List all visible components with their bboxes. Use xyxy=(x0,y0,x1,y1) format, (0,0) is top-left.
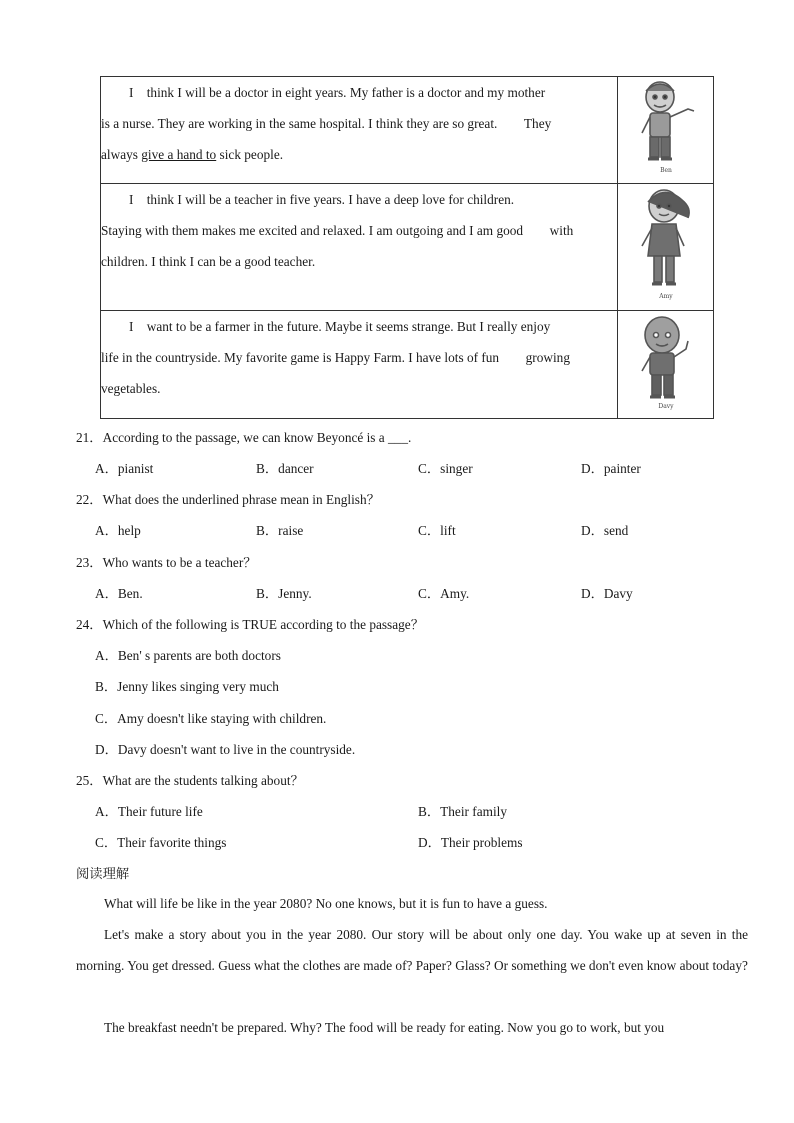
option-d[interactable]: D．Their problems xyxy=(418,835,523,850)
figure-caption: Ben xyxy=(659,167,672,174)
option-a[interactable]: A．Ben. xyxy=(95,586,143,601)
option-d[interactable]: D．Davy xyxy=(581,586,633,601)
reading-paragraph-3: The breakfast needn't be prepared. Why? The food will be ready for eating. Now you go to work, but you xyxy=(104,1020,665,1035)
ben-figure-icon xyxy=(626,77,706,175)
question-21-stem: 21．According to the passage, we can know Beyoncé is a ___. xyxy=(76,430,412,445)
option-a[interactable]: A．pianist xyxy=(95,461,154,476)
amy-figure-icon xyxy=(626,184,706,302)
passage-text-davy xyxy=(101,311,618,419)
passage-line: is a nurse. They are working in the same hospital. I think they are so great. They xyxy=(101,116,552,131)
passage-line: children. I think I can be a good teacher. xyxy=(101,254,316,269)
figure-cell-davy xyxy=(618,311,714,419)
question-22-options xyxy=(0,520,794,540)
option-d[interactable]: D．send xyxy=(581,523,629,538)
option-c[interactable]: C．Amy. xyxy=(418,586,470,601)
question-25-options-row1 xyxy=(0,801,794,821)
question-22-stem: 22．What does the underlined phrase mean in English？ xyxy=(76,492,380,507)
option-c[interactable]: C．lift xyxy=(418,523,456,538)
passage-line: Staying with them makes me excited and relaxed. I am outgoing and I am good with xyxy=(101,223,574,238)
passage-line: vegetables. xyxy=(101,381,161,396)
option-c[interactable]: C．Amy doesn't like staying with children. xyxy=(95,711,327,726)
option-b[interactable]: B．Their family xyxy=(418,804,507,819)
passage-line: I want to be a farmer in the future. Maybe it seems strange. But I really enjoy xyxy=(129,319,551,334)
option-b[interactable]: B．Jenny likes singing very much xyxy=(95,679,279,694)
figure-caption: Amy xyxy=(658,293,673,300)
option-d[interactable]: D．Davy doesn't want to live in the countryside. xyxy=(95,742,356,757)
option-a[interactable]: A．Their future life xyxy=(95,804,203,819)
figure-cell-ben xyxy=(618,77,714,184)
option-c[interactable]: C．singer xyxy=(418,461,473,476)
passage-row-ben xyxy=(101,77,714,184)
figure-cell-amy xyxy=(618,184,714,311)
passage-text-ben xyxy=(101,77,618,184)
question-25-stem: 25．What are the students talking about？ xyxy=(76,773,304,788)
davy-figure-icon xyxy=(626,311,706,411)
option-d[interactable]: D．painter xyxy=(581,461,641,476)
passage-line: I think I will be a doctor in eight years. My father is a doctor and my mother xyxy=(129,85,546,100)
section-title: 阅读理解 xyxy=(76,866,130,881)
underlined-phrase: give a hand to xyxy=(141,147,217,162)
question-23-options xyxy=(0,583,794,603)
question-25-options-row2 xyxy=(0,832,794,852)
question-24-stem: 24．Which of the following is TRUE according to the passage？ xyxy=(76,617,424,632)
passage-line: life in the countryside. My favorite game is Happy Farm. I have lots of fun growing xyxy=(101,350,570,365)
question-23-stem: 23．Who wants to be a teacher？ xyxy=(76,555,257,570)
question-21-options xyxy=(0,458,794,478)
option-c[interactable]: C．Their favorite things xyxy=(95,835,227,850)
option-a[interactable]: A．Ben' s parents are both doctors xyxy=(95,648,281,663)
passage-text-amy xyxy=(101,184,618,311)
passage-line: always xyxy=(101,147,142,162)
option-b[interactable]: B．raise xyxy=(256,523,304,538)
passage-line: I think I will be a teacher in five years. I have a deep love for children. xyxy=(129,192,515,207)
reading-paragraph-1: What will life be like in the year 2080? No one knows, but it is fun to have a guess. xyxy=(104,896,548,911)
option-b[interactable]: B．dancer xyxy=(256,461,314,476)
figure-caption: Davy xyxy=(657,403,674,410)
option-b[interactable]: B．Jenny. xyxy=(256,586,312,601)
option-a[interactable]: A．help xyxy=(95,523,141,538)
passage-row-davy xyxy=(101,311,714,419)
passage-line: sick people. xyxy=(216,147,284,162)
passage-table xyxy=(100,76,714,419)
reading-paragraph-2: Let's make a story about you in the year 2080. Our story will be about only one day. You wake up at seven in the morning. You get dressed. Guess what the clothes are made of? Paper? Glass? Or something we don't even know about today? xyxy=(76,927,748,973)
passage-row-amy xyxy=(101,184,714,311)
